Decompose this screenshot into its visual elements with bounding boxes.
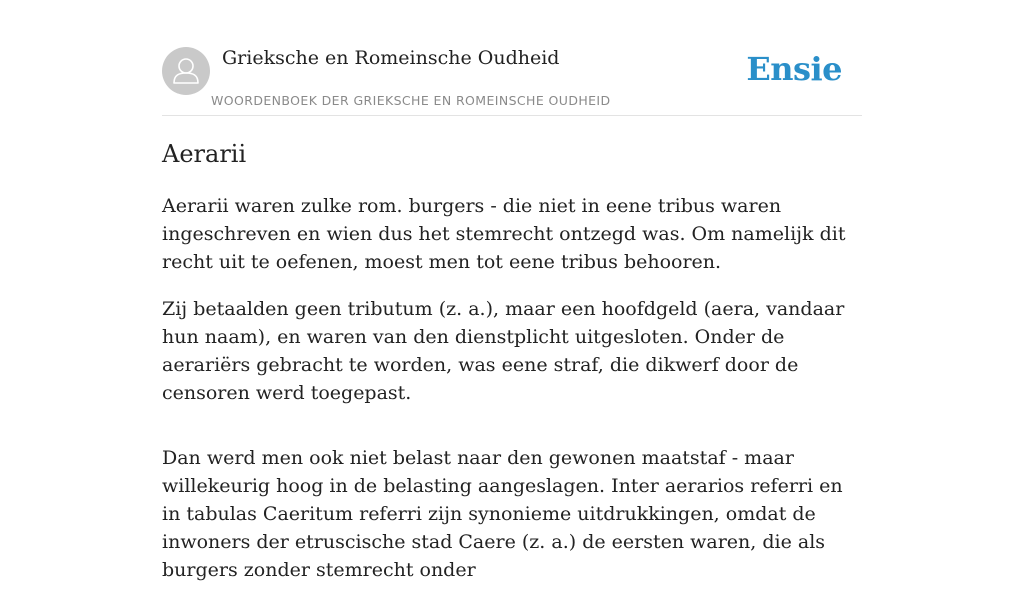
- source-header: [162, 0, 862, 116]
- entry-body: [162, 192, 862, 603]
- source-subtitle: WOORDENBOEK DER GRIEKSCHE EN ROMEINSCHE OUDHEID: [211, 93, 611, 108]
- brand-logo[interactable]: Ensie: [746, 50, 842, 88]
- paragraph: Zij betaalden geen tributum (z. a.), maar een hoofdgeld (aera, vandaar hun naam), en waren van den dienstplicht uitgesloten. Onder de aerariërs gebracht te worden, was eene straf, die dikwerf door de censoren werd toegepast.: [162, 298, 845, 404]
- page-title: Aerarii: [162, 140, 247, 168]
- article-page: [162, 0, 862, 581]
- source-title-link[interactable]: Grieksche en Romeinsche Oudheid: [222, 47, 560, 69]
- paragraph: Dan werd men ook niet belast naar den gewonen maatstaf - maar willekeurig hoog in de belasting aangeslagen. Inter aerarios referri en in tabulas Caeritum referri zijn synonieme uitdrukkingen, omdat de inwoners der etruscische stad Caere (z. a.) de eersten waren, die als burgers zonder stemrecht onder: [162, 447, 843, 581]
- user-icon: [162, 47, 210, 95]
- paragraph: Aerarii waren zulke rom. burgers - die niet in eene tribus waren ingeschreven en wien dus het stemrecht ontzegd was. Om namelijk dit recht uit te oefenen, moest men tot eene tribus behooren.: [162, 195, 846, 273]
- avatar[interactable]: [162, 47, 210, 95]
